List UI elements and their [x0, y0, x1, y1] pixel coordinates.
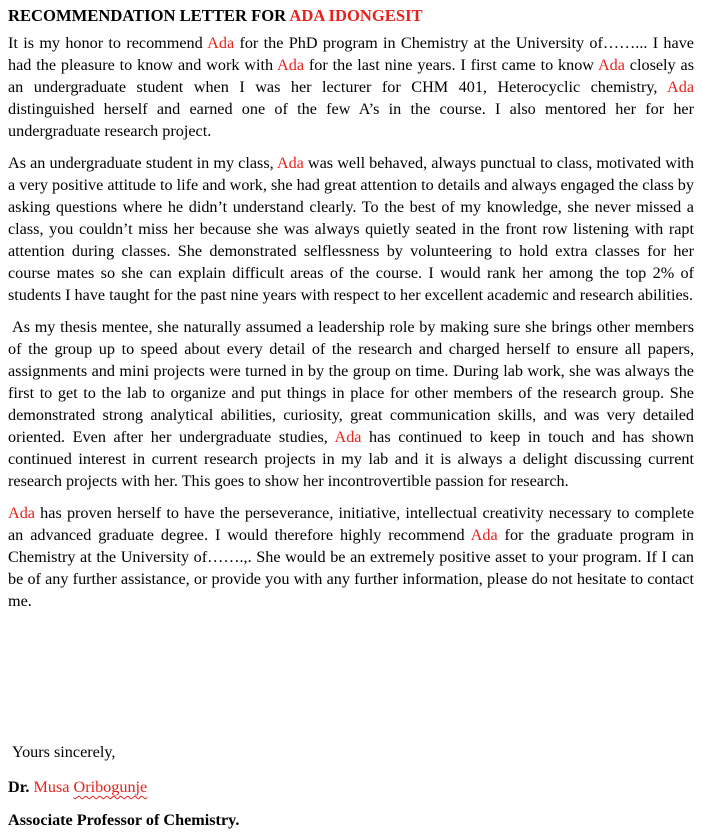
paragraph-text: for the graduate program in Chemistry at the University of…….,. She would be an extremely positive asset to your program. If I can be of any further assistance, or provide you with any further information, please do not hesitate to contact me. [8, 526, 695, 610]
paragraph-text: has continued to keep in touch and has shown continued interest in current research projects in my lab and it is always a delight discussing current research projects with her. This goes to show her incontrovertible passion for research. [8, 428, 694, 490]
highlighted-name: Ada [667, 78, 694, 96]
highlighted-name: Ada [8, 504, 35, 522]
paragraph-1 [8, 32, 694, 142]
closing-line: Yours sincerely, [12, 743, 116, 761]
highlighted-name: Ada [334, 428, 362, 446]
paragraph-text: closely as an undergraduate student when I was her lecturer for CHM 401, Heterocyclic chemistry, [8, 56, 694, 96]
letter-title [8, 5, 694, 27]
highlighted-name: Ada [470, 526, 498, 544]
signer-title: Dr. [8, 778, 30, 796]
paragraph-2 [8, 152, 694, 306]
highlighted-name: Ada [277, 56, 305, 74]
highlighted-name: Ada [597, 56, 625, 74]
paragraph-text: As an undergraduate student in my class, [8, 154, 277, 172]
paragraph-text: was well behaved, always punctual to class, motivated with a very positive attitude to life and work, she had great attention to details and always engaged the class by asking questions where he didn’t understand clearly. To the best of my knowledge, she never missed a class, you couldn’t miss her because she was always quietly seated in the front row listening with rapt attention during classes. She demonstrated selflessness by volunteering to hold extra classes for her course mates so she can explain difficult areas of the course. I would rank her among the top 2% of students I have taught for the past nine years with respect to her excellent academic and research abilities. [8, 154, 695, 304]
signer-name [8, 776, 147, 798]
paragraph-text: has proven herself to have the perseverance, initiative, intellectual creativity necessary to complete an advanced graduate degree. I would therefore highly recommend [8, 504, 694, 544]
paragraph-4 [8, 502, 694, 612]
highlighted-name: Ada [207, 34, 235, 52]
signer-given-name: Musa [33, 778, 70, 796]
paragraph-text: distinguished herself and earned one of the few A’s in the course. I also mentored her for her undergraduate research project. [8, 100, 694, 140]
paragraph-text: for the last nine years. I first came to know [304, 56, 598, 74]
highlighted-name: Ada [276, 154, 304, 172]
title-name: ADA IDONGESIT [289, 6, 423, 25]
paragraph-text: As my thesis mentee, she naturally assumed a leadership role by making sure she brings other members of the group up to speed about every detail of the research and charged herself to ensure all papers, assignments and mini projects were turned in by the group on time. During lab work, she was always the first to get to the lab to organize and put things in place for other members of the research group. She demonstrated strong analytical abilities, curiosity, great communication skills, and was very detailed oriented. Even after her undergraduate studies, [8, 318, 694, 446]
signer-surname: Oribogunje [73, 778, 148, 796]
paragraph-text: for the PhD program in Chemistry at the University of……... I have had the pleasure to know and work with [8, 34, 694, 74]
paragraph-text: It is my honor to recommend [8, 34, 208, 52]
paragraph-3 [8, 316, 694, 492]
letter-body [8, 5, 694, 612]
title-prefix: RECOMMENDATION LETTER FOR [8, 6, 290, 25]
signer-role: Associate Professor of Chemistry. [8, 811, 240, 829]
